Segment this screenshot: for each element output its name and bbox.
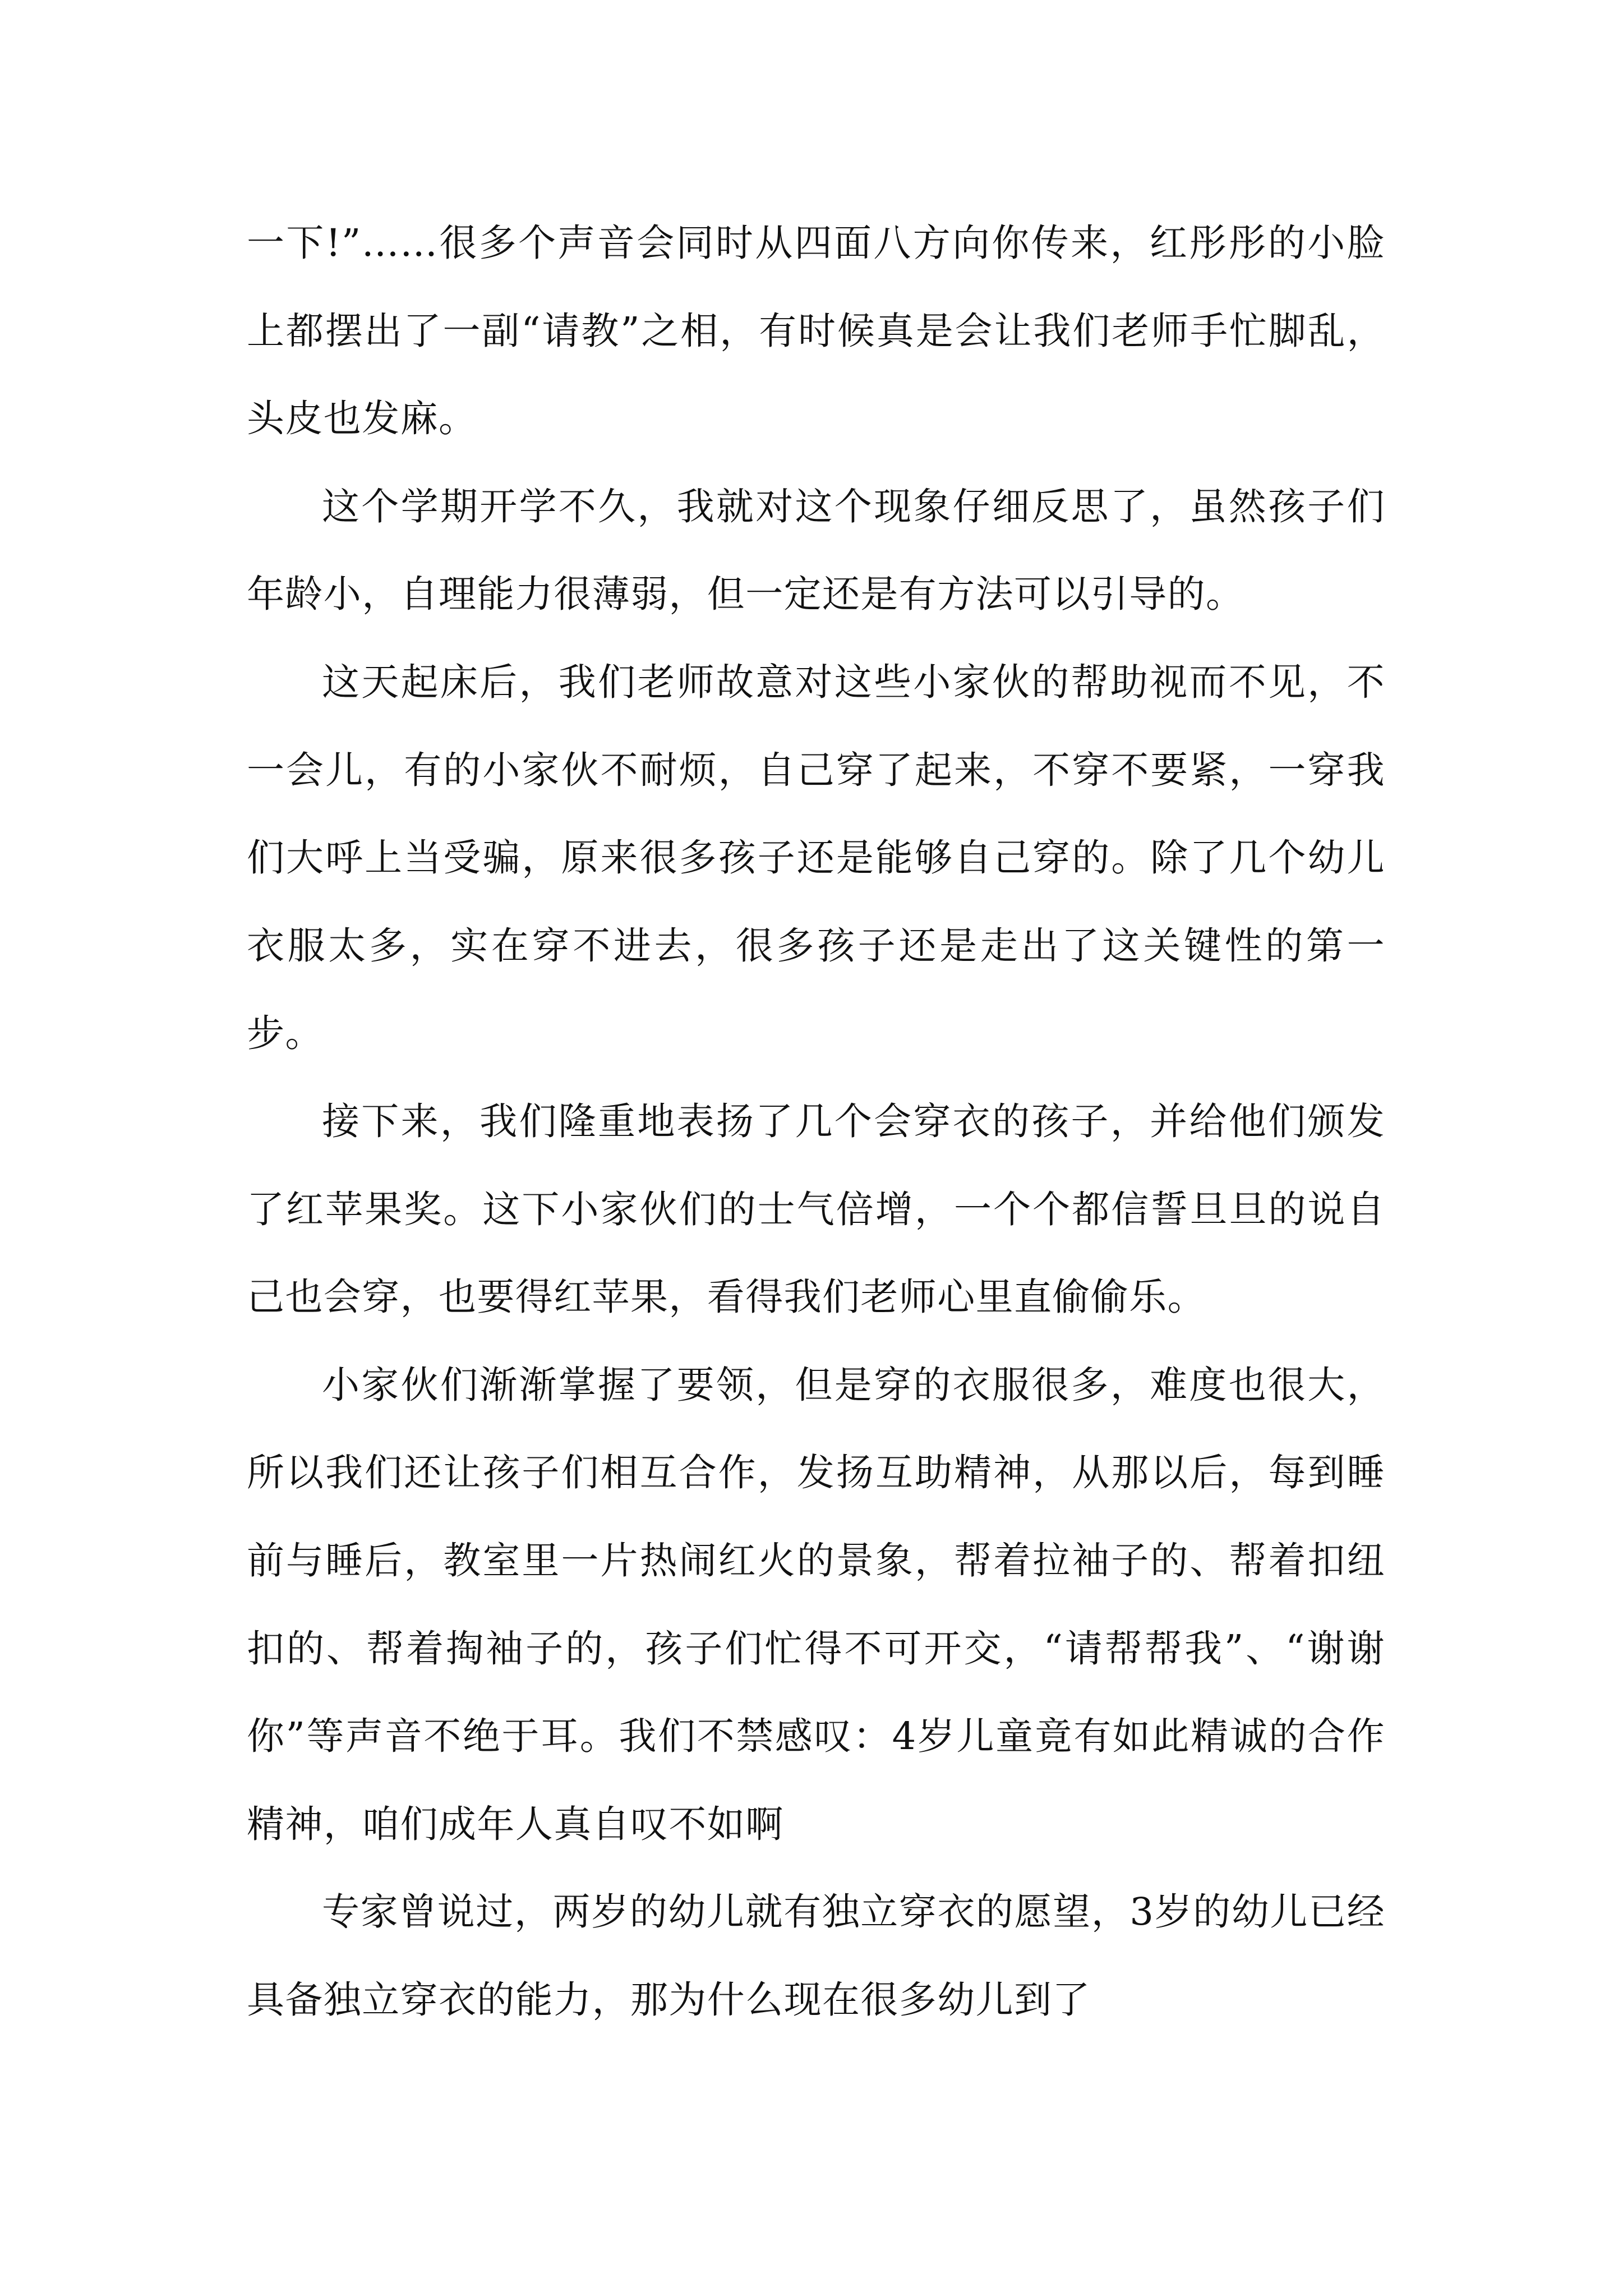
paragraph: 这天起床后，我们老师故意对这些小家伙的帮助视而不见，不一会儿，有的小家伙不耐烦，自己穿了起来，不穿不要紧，一穿我们大呼上当受骗，原来很多孩子还是能够自己穿的。除了几个幼儿衣服太多，实在穿不进去，很多孩子还是走出了这关键性的第一步。: [247, 660, 1385, 1056]
document-body: [247, 199, 1385, 2044]
paragraph: 这个学期开学不久，我就对这个现象仔细反思了，虽然孩子们年龄小，自理能力很薄弱，但一定还是有方法可以引导的。: [247, 484, 1385, 616]
paragraph: 专家曾说过，两岁的幼儿就有独立穿衣的愿望，3岁的幼儿已经具备独立穿衣的能力，那为什么现在很多幼儿到了: [247, 1890, 1385, 2022]
paragraph: 小家伙们渐渐掌握了要领，但是穿的衣服很多，难度也很大，所以我们还让孩子们相互合作，发扬互助精神，从那以后，每到睡前与睡后，教室里一片热闹红火的景象，帮着拉袖子的、帮着扣纽扣的、帮着掏袖子的，孩子们忙得不可开交，“请帮帮我”、“谢谢你”等声音不绝于耳。我们不禁感叹：4岁儿童竟有如此精诚的合作精神，咱们成年人真自叹不如啊: [247, 1363, 1385, 1846]
paragraph: 接下来，我们隆重地表扬了几个会穿衣的孩子，并给他们颁发了红苹果奖。这下小家伙们的士气倍增，一个个都信誓旦旦的说自己也会穿，也要得红苹果，看得我们老师心里直偷偷乐。: [247, 1099, 1385, 1319]
paragraph-continued: 一下!”……很多个声音会同时从四面八方向你传来，红彤彤的小脸上都摆出了一副“请教”之相，有时候真是会让我们老师手忙脚乱，头皮也发麻。: [247, 221, 1385, 441]
